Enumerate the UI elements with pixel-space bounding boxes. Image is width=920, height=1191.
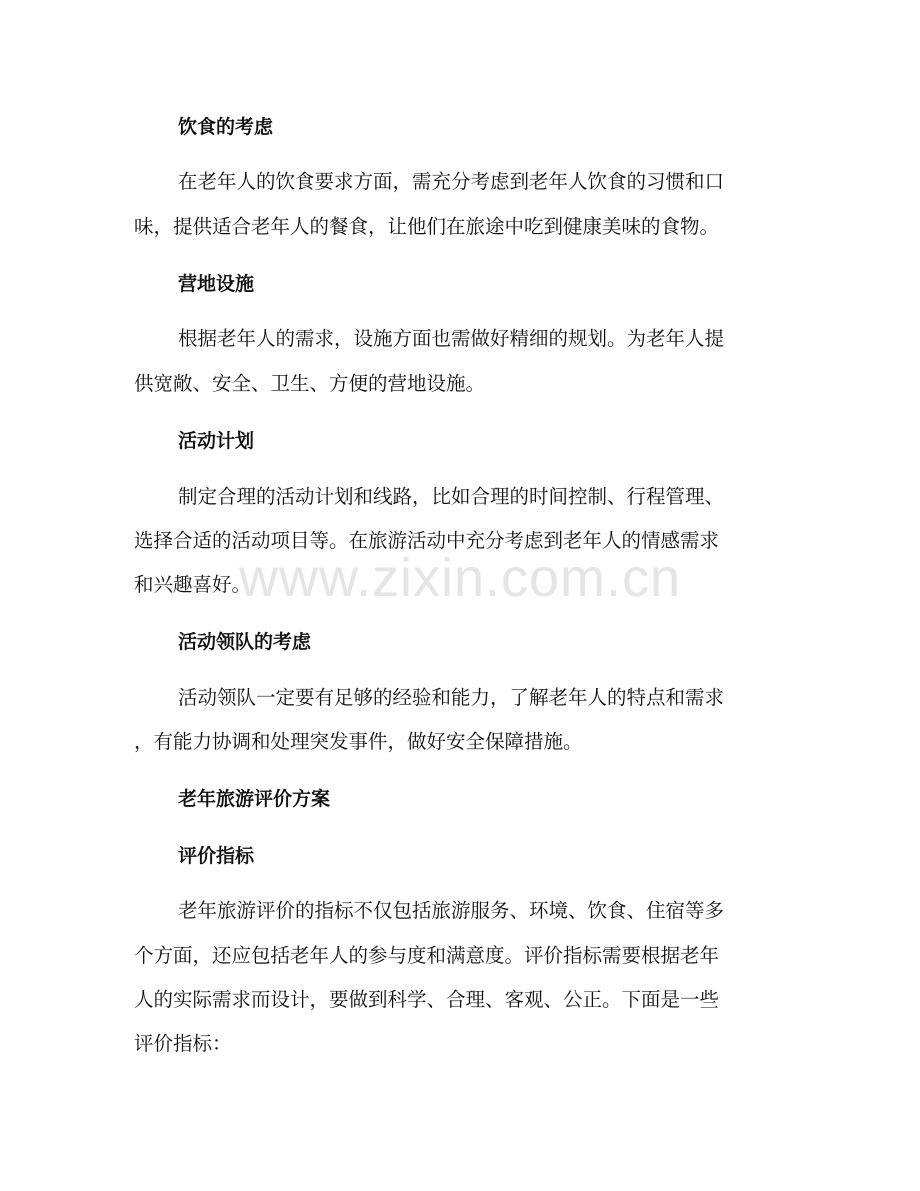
paragraph-line: 和兴趣喜好。	[134, 573, 252, 596]
paragraph-line: 人的实际需求而设计，要做到科学、合理、客观、公正。下面是一些	[134, 988, 720, 1011]
section-heading-evaluation-plan: 老年旅游评价方案	[178, 788, 331, 810]
paragraph-line: ，有能力协调和处理突发事件，做好安全保障措施。	[134, 730, 583, 753]
section-heading-activity-plan: 活动计划	[178, 430, 255, 452]
paragraph-line: 个方面，还应包括老年人的参与度和满意度。评价指标需要根据老年	[134, 944, 720, 967]
section-heading-activity-leader: 活动领队的考虑	[178, 631, 312, 653]
watermark: www.zixin.com.cn	[238, 548, 682, 608]
section-heading-evaluation-indicators: 评价指标	[178, 845, 255, 867]
paragraph-line: 老年旅游评价的指标不仅包括旅游服务、环境、饮食、住宿等多	[178, 899, 725, 922]
paragraph-line: 制定合理的活动计划和线路，比如合理的时间控制、行程管理、	[178, 485, 725, 508]
paragraph-line: 供宽敞、安全、卫生、方便的营地设施。	[134, 372, 486, 395]
paragraph-line: 在老年人的饮食要求方面，需充分考虑到老年人饮食的习惯和口	[178, 170, 725, 193]
section-heading-camp-facilities: 营地设施	[178, 273, 255, 295]
paragraph-line: 味，提供适合老年人的餐食，让他们在旅途中吃到健康美味的食物。	[134, 215, 720, 238]
section-heading-diet: 饮食的考虑	[178, 116, 274, 138]
paragraph-line: 活动领队一定要有足够的经验和能力，了解老年人的特点和需求	[178, 686, 725, 709]
paragraph-line: 评价指标：	[134, 1032, 232, 1055]
paragraph-line: 根据老年人的需求，设施方面也需做好精细的规划。为老年人提	[178, 327, 725, 350]
paragraph-line: 选择合适的活动项目等。在旅游活动中充分考虑到老年人的情感需求	[134, 529, 720, 552]
